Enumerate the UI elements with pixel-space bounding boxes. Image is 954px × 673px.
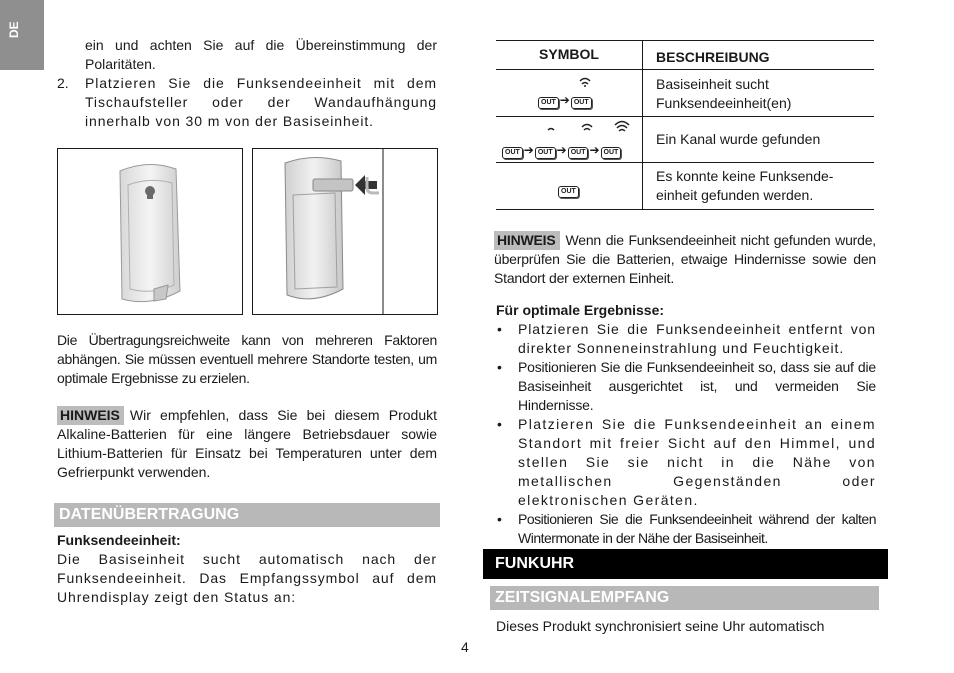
subheading-optimal: Für optimale Ergebnisse:	[496, 302, 665, 318]
out-icon: OUT	[535, 147, 556, 159]
body-paragraph: Die Basiseinheit sucht automatisch nach der Funksendeeinheit. Das Empfangssymbol auf dem Uhrendisplay zeigt den Status an:	[57, 551, 437, 605]
language-tab	[0, 0, 44, 70]
out-icon: OUT	[571, 97, 592, 109]
hinweis-note-left	[57, 406, 437, 482]
signal-strong-icon	[614, 119, 630, 134]
out-icon: OUT	[538, 97, 559, 109]
description-cell: Es konnte keine Funksende-einheit gefunden werden.	[656, 168, 834, 203]
list-number: 2.	[57, 75, 69, 91]
table-row	[496, 117, 874, 163]
list-item: • Platzieren Sie die Funksendeeinheit entfernt von direkter Sonneneinstrahlung und Feuchtigkeit.	[495, 320, 876, 358]
description-cell: Ein Kanal wurde gefunden	[656, 131, 821, 147]
subheading-funksendeeinheit: Funksendeeinheit:	[57, 532, 181, 548]
table-header-description: BESCHREIBUNG	[656, 49, 770, 65]
sensor-wall-illustration	[253, 149, 437, 314]
symbol-cell	[496, 117, 643, 162]
section-header-datenuebertragung: DATENÜBERTRAGUNG	[54, 503, 440, 527]
list-item-text: Platzieren Sie die Funksendeeinheit mit dem Tischaufsteller oder der Wandaufhängung innerhalb von 30 m von der Basiseinheit.	[85, 75, 437, 129]
hinweis-text-left: Wir empfehlen, dass Sie bei diesem Produkt Alkaline-Batterien für eine längere Betriebsdauer sowie Lithium-Batterien für Einsatz bei Temperaturen unter dem Gefrierpunkt verwenden.	[57, 407, 437, 480]
arrow-right-icon: ➔	[556, 143, 567, 157]
range-paragraph: Die Übertragungsreichweite kann von mehreren Faktoren abhängen. Sie müssen eventuell mehrere Standorte testen, um optimale Ergebnisse zu erzielen.	[57, 332, 437, 386]
searching-symbol	[538, 90, 592, 110]
table-header-symbol: SYMBOL	[496, 41, 643, 69]
illustration-table-stand	[57, 148, 243, 315]
symbol-cell	[496, 163, 643, 209]
table-row	[496, 163, 874, 210]
out-icon: OUT	[601, 147, 622, 159]
arrow-right-icon: ➔	[559, 93, 570, 107]
out-icon: OUT	[558, 186, 579, 198]
signal-waves-icon	[578, 75, 592, 87]
hinweis-note-right	[494, 231, 876, 288]
list-item: • Positionieren Sie die Funksendeeinheit so, dass sie auf die Basiseinheit ausgerichtet ist, und vermeiden Sie Hindernisse.	[495, 358, 876, 415]
sensor-front-illustration	[58, 149, 242, 314]
list-item: • Platzieren Sie die Funksendeeinheit an einem Standort mit freier Sicht auf den Himmel, und stellen Sie sie nicht in die Nähe von metallischen Gegenständen oder elektronischen Geräten.	[495, 415, 876, 510]
hinweis-label-right: HINWEIS	[494, 231, 560, 250]
page-number: 4	[461, 639, 469, 655]
arrow-right-icon: ➔	[589, 143, 600, 157]
hinweis-label-left: HINWEIS	[57, 406, 124, 425]
hinweis-text-right: Wenn die Funksendeeinheit nicht gefunden wurde, überprüfen Sie die Batterien, etwaige Hindernisse sowie den Standort der externen Einheit.	[494, 232, 876, 286]
description-cell: Basiseinheit sucht Funksendeeinheit(en)	[656, 76, 792, 111]
table-row	[496, 70, 874, 117]
illustration-wall-mount	[252, 148, 438, 315]
tips-list	[495, 320, 876, 548]
symbol-table	[496, 40, 874, 210]
symbol-cell	[496, 70, 643, 116]
section-header-zeitsignalempfang: ZEITSIGNALEMPFANG	[490, 586, 879, 610]
out-icon: OUT	[568, 147, 589, 159]
intro-paragraph: ein und achten Sie auf die Übereinstimmung der Polaritäten.	[85, 37, 437, 72]
out-icon: OUT	[502, 147, 523, 159]
body-paragraph-last: Dieses Produkt synchronisiert seine Uhr automatisch	[496, 618, 825, 634]
channel-found-symbol	[502, 140, 621, 160]
language-label: DE	[7, 21, 21, 38]
signal-medium-icon	[580, 121, 594, 133]
signal-weak-icon	[546, 125, 556, 133]
section-header-funkuhr: FUNKUHR	[483, 549, 888, 579]
arrow-right-icon: ➔	[523, 143, 534, 157]
list-item: • Positionieren Sie die Funksendeeinheit während der kalten Wintermonate in der Nähe der Basiseinheit.	[495, 510, 876, 548]
